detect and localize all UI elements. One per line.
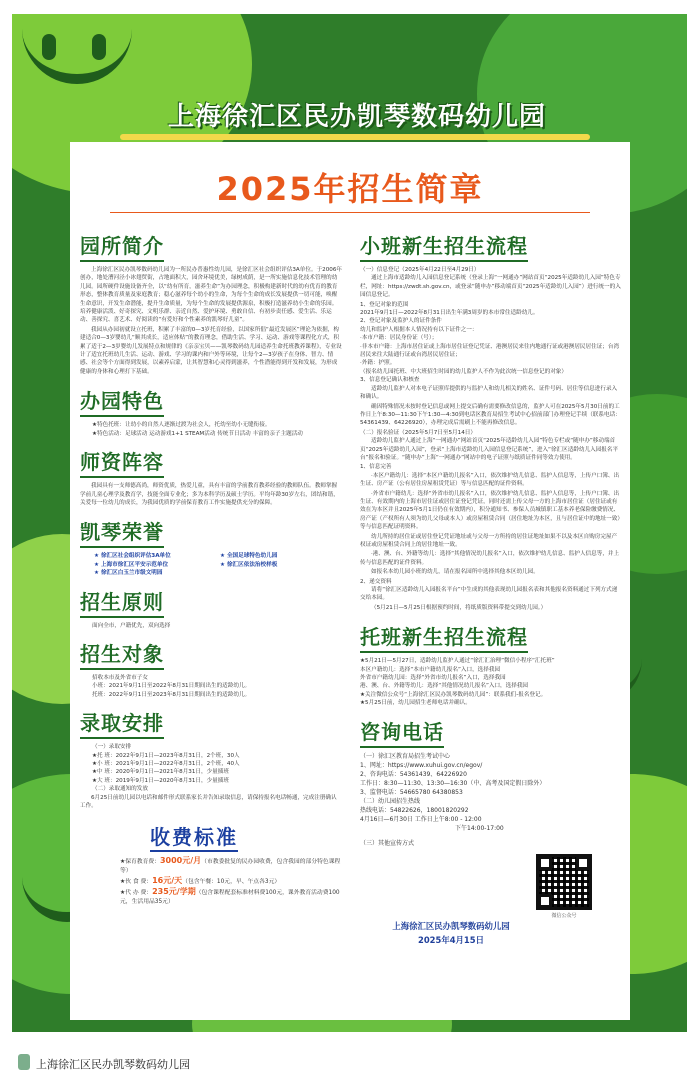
- fee-line-agency: [80, 887, 342, 907]
- title-divider: [110, 212, 590, 213]
- smile-eye-icon: [42, 34, 56, 60]
- nursery-line: 港、澳、台、外籍等幼儿：选择“其他情况幼儿报名”入口，选择我园: [360, 683, 529, 690]
- features-line: ★特色活动：足球活动 运动游戏1+1 STEAM活动 传统节日活动 丰富的亲子主题活动: [92, 430, 303, 437]
- footer-date: 2025年4月15日: [418, 935, 484, 945]
- fee-value: 3000元/月: [159, 856, 202, 866]
- honor-item: ★ 徐汇区依法治校样板: [220, 561, 278, 568]
- target-line: 招收本市及外省市子女: [92, 674, 148, 681]
- small-class-line: ·本市户籍：居民身份证（号）；: [360, 335, 438, 342]
- intro-paragraph: 上海徐汇区民办凯琴数码幼儿园为一所民办普惠性幼儿园，是徐汇区社会组织评估3A单位。于2006年创办，地处漕河泾小冰翅贸街，占地面积大，园舍环境优美，绿树成荫，是一所实施信息化技术管理的幼儿园。园所硬件设施设备齐全，以“幼有所育，滋养生命”为办园理念，积极构建新时代的幼有优育的教育形态，整体教育质量及家庭教育；稳心滋养每个幼小的生命，为每个生命的成长发展提供一切可能，唤醒生命意识，开发生命潜能，提升生命质量，为每个生命的发展提供源泉，积极打造滋养幼小生命的乐园。培养健康活泼、好奇探究、文明乐群、亲近自然、爱护环境、勇敢自信、有初步责任感、爱生活、乐运动、善探究、喜艺术、好阅读的“有爱好和个性素养的凯琴好儿童”。: [80, 267, 342, 324]
- small-class-line: 2、登记对象及监护人的证件条件: [360, 318, 442, 325]
- contact-heading: 咨询电话: [360, 716, 444, 748]
- enroll-line: ★中 班：2020年9月1日—2021年8月31日，少量插班: [92, 769, 229, 776]
- enroll-heading: 录取安排: [80, 707, 164, 739]
- small-class-line: （二）报名验证（2025年5月7日至5月14日）: [360, 429, 476, 436]
- target-line: 小班：2021年9月1日至2022年8月31日期间出生的适龄幼儿。: [92, 683, 251, 690]
- small-class-line: ·外省市户籍幼儿：选择“外省市幼儿报名”入口，依次维护幼儿信息、监护人信息等，上传户口簿、出生证、有效期内的上海市居住证或居住证登记凭证，同时还需上传父母一方的上海市居住证（居住证或有效在为本区并且2025年5月1日仍在有效期内），积分通知书、参保人员城镇职工基本养老保险缴费情况、房产证（产权所有人须为幼儿父母或本人）或房屋租赁合同（居住地址为本区，且与居住证中的地址一致）等与信息匹配证明资料。: [360, 490, 621, 531]
- small-class-line: 如报名本幼儿园小班的幼儿，请在报名园所中选择其他本区幼儿园。: [371, 569, 539, 576]
- enroll-line: ★小 班：2021年9月1日—2022年8月31日，2个班，40人: [92, 760, 240, 767]
- small-class-line: ·非本市户籍：上海市居住证或上海市居住证登记凭证、港澳居民来往内地通行证或港澳居民居住证；台湾居民来往大陆通行证或台湾居民居住证；: [360, 343, 620, 359]
- poster-background: [12, 14, 687, 1032]
- fee-value: 235元/学期: [152, 887, 196, 897]
- nursery-line: ★5月25日前，幼儿园招生老师电话并确认。: [360, 700, 471, 707]
- intro-heading: 园所简介: [80, 230, 164, 262]
- banner-title: 上海徐汇区民办凯琴数码幼儿园: [167, 102, 546, 132]
- nursery-line: 外省市户籍幼儿园：选择“外省市幼儿报名”入口，选择我园: [360, 675, 506, 682]
- nursery-heading: 托班新生招生流程: [360, 621, 528, 653]
- small-class-line: 幼儿所持的居住证或居住登记凭证地址或与父母一方所持的居住证地址如果不以及本区自购房完屋产权证或房屋租赁合同上的居住地址一致。: [360, 533, 618, 548]
- nursery-line: ★关注微信公众号“上海徐汇区民办凯琴数码幼儿园”：联系我们-报名登记。: [360, 691, 547, 698]
- small-class-line: 适龄幼儿监护人通过上海“一网通办”网站首页“2025年适龄幼儿入园”特色专栏或“随申办”移动端首页“2025年适龄幼儿入园”，登录“上海市适龄幼儿入园信息登记系统”，进入“徐汇区适龄幼儿入园报名平台”报名和验证。“随申办”上海“一网通办”网站中的电子证照与纸质证件同等效力使用。: [360, 438, 619, 461]
- qr-finder: [538, 894, 552, 908]
- left-column: [80, 222, 342, 907]
- small-class-line: 幼儿和监护人根据本人情况持有以下证件之一：: [360, 326, 478, 333]
- contact-phone: 2、咨询电话：54361439、64226920: [360, 770, 467, 778]
- fee-note: （包含午餐：10元，早、午点各3元）: [182, 879, 281, 886]
- small-class-line: 3、信息登记确认和核查: [360, 377, 420, 384]
- fee-note: （包含课程配套标准材料费100元，课外教育活动费100元，生活用品35元）: [120, 890, 340, 906]
- enroll-line: ★托 班：2022年9月1日—2023年8月31日，2个班，30人: [92, 752, 240, 759]
- target-heading: 招生对象: [80, 638, 164, 670]
- contact-phone: 热线电话：54822626，18001820292: [360, 806, 469, 814]
- fees-heading: 收费标准: [150, 821, 238, 852]
- image-caption: 上海徐汇区民办凯琴数码幼儿园: [36, 1058, 190, 1071]
- small-class-line: 通过上海市适龄幼儿入园信息登记系统（登录上海“一网通办”网站首页“2025年适龄幼儿入园”特色专栏，网址：https://zwdt.sh.gov.cn，或登录“随申办”移动端首页“2025年适龄幼儿入园”）进行统一的入园信息登记。: [360, 275, 621, 299]
- nursery-line: 本区户籍幼儿：选择“本市户籍幼儿报名”入口，选择我园: [360, 666, 501, 673]
- nursery-line: ★5月21日—5月27日，适龄幼儿监护人通过“徐汇汇治理”微信小程序“汇托班”: [360, 658, 555, 665]
- right-column: [360, 222, 622, 848]
- small-class-line: 确因特殊情况未按时登记信息或网上提交后确有需要修改信息的，监护人可在2025年5月30日前的工作日上午8:30—11:30下午1:30—4:30到电话区教育局招生考试中心招前部门办理登记手续（联系电话：54361439、64226920），办理完成后需刷上不能再修改信息。: [360, 403, 621, 427]
- small-class-line: 请将“徐汇区适龄幼儿入园报名平台”中生成的其他表现幼儿园报名表和其他报名资料通过下列方式递交给本园。: [360, 587, 618, 602]
- contact-line: 工作日：8:30—11:30、13:30—16:30（中、高考及国定假日除外）: [360, 779, 546, 787]
- honors-list: [94, 552, 342, 577]
- fee-label: ★伙 食 费：: [120, 879, 153, 886]
- small-class-line: 适龄幼儿监护人对本电子证照库提供的与监护人和幼儿相关的姓名、证件号码、居住等信息进行录入和确认。: [360, 385, 618, 401]
- principle-text: 面向全市，户籍优先，双向选择: [92, 622, 171, 629]
- enroll-line: 6月25日前幼儿园以电话和邮件形式联系家长并告知录取信息，请保持报名电话畅通，完成注册确认工作。: [80, 794, 337, 809]
- main-title: 2025年招生简章: [216, 170, 484, 208]
- contact-phone: 3、监督电话：54665780 64380853: [360, 788, 463, 796]
- small-class-heading: 小班新生招生流程: [360, 230, 528, 262]
- small-class-line: 1、信息完善: [360, 464, 392, 471]
- fee-label: ★保育教育费：: [120, 859, 160, 866]
- qr-code-icon: [536, 854, 592, 910]
- banner-underline: [120, 134, 590, 140]
- honor-item: ★ 上海市徐汇区平安示范单位: [94, 561, 169, 568]
- small-class-line: ·本区户籍幼儿：选择“本区户籍幼儿报名”入口，依次维护幼儿信息、监护人信息等，上传户口簿、出生证、房产证（公有居住房屋租赁凭证）等与信息匹配的证件资料。: [360, 472, 620, 488]
- small-class-line: 2、递交资料: [360, 578, 392, 585]
- fee-label: ★代 办 费：: [120, 890, 153, 897]
- small-class-line: 1、登记对象的范围: [360, 301, 409, 308]
- enroll-line: ★大 班：2019年9月1日—2020年8月31日，少量插班: [92, 777, 229, 784]
- contact-line: （三）其他宣传方式: [360, 839, 415, 847]
- honor-item: ★ 徐汇区白玉兰市级文明园: [94, 570, 163, 577]
- small-class-line: （5月21日—5月25日根据预约时间，将纸质版资料带提交到幼儿园。）: [371, 604, 547, 611]
- features-heading: 办园特色: [80, 385, 164, 417]
- target-line: 托班：2022年9月1日至2023年8月31日期间出生的适龄幼儿。: [92, 691, 251, 698]
- small-class-line: ·外籍：护照。: [360, 360, 396, 367]
- content-panel: [70, 142, 630, 1020]
- fee-line-tuition: [80, 856, 342, 876]
- fee-line-meals: [80, 876, 342, 887]
- fee-value: 16元/天: [152, 876, 183, 886]
- qr-finder: [576, 856, 590, 870]
- document-icon: [18, 1054, 30, 1070]
- staff-heading: 师资阵容: [80, 446, 164, 478]
- intro-paragraph: 我园从办园初就设立托班，积累了丰富的0—3岁托育经验，以国家所倡“最近发展区”理论为依据，构建适合0—3岁婴幼儿“顺其成长，适应体贴”的教育理念，借助生活、学习、运动、游戏等课程化方式，积累了适于2—3岁婴幼儿发展特点和规律的《亲亲宝贝——凯琴数码幼儿园适养生命托班教养课程》，专业设计了适宜托班幼儿生活、运动、游戏、学习的课内和户外等环境，让每个2—3岁孩子在身体、智力、情感、社会等个方面得到发展，以素养启蒙，让其智慧和心灵得到滋养，个性潜能得到开发和发展，为形成健康的身体和心理打下基础。: [80, 326, 342, 375]
- honor-item: ★ 徐汇区社会组织评估3A单位: [94, 553, 171, 560]
- features-line: ★特色托班：让幼小的自然人逐渐过渡为社会人，托幼至幼小无缝衔接。: [92, 422, 271, 429]
- contact-website[interactable]: 1、网址：https://www.xuhui.gov.cn/egov/: [360, 761, 483, 769]
- footer-school-name: 上海徐汇区民办凯琴数码幼儿园: [392, 921, 510, 931]
- enroll-line: （一）录取安排: [92, 744, 132, 751]
- enroll-line: （二）录取通知的发放: [92, 786, 148, 793]
- small-class-line: ·港、澳、台、外籍等幼儿：选择“其他情况幼儿报名”入口，依次维护幼儿信息、监护人信息等，并上传与信息匹配的证件资料。: [360, 551, 620, 566]
- small-class-line: 2021年9月1日—2022年8月31日出生年满3周岁的本市常住适龄幼儿。: [360, 310, 539, 317]
- qr-caption: 微信公众号: [551, 913, 577, 919]
- smile-eye-icon: [92, 34, 106, 60]
- qr-finder: [538, 856, 552, 870]
- contact-line: （一）徐汇区教育局招生考试中心: [360, 752, 451, 760]
- honors-heading: 凯琴荣誉: [80, 516, 164, 548]
- principle-heading: 招生原则: [80, 586, 164, 618]
- fee-note: （市教委批复的民办园收费，包含我园的部分特色课程等）: [120, 859, 341, 875]
- honor-item: ★ 全国足球特色幼儿园: [220, 553, 278, 560]
- staff-paragraph: 我园具有一支师德高尚，师资优质，热爱儿童，具有丰富的学前教育教养经验的教师队伍。教师掌握学前儿童心理学及教育学，技能全面专业化；多为本科学历及硕士学历。平均年龄30岁左右，团结和谐，关爱每一位幼儿的成长，为我园优质的学前保育教育工作实施提供充分的保障。: [80, 483, 339, 506]
- small-class-line: （报名幼儿园托班、中大班招生时园的幼儿监护人不作为此次统一信息登记的对象）: [360, 368, 567, 375]
- contact-line: 4月16日—6月30日 工作日上午8:00 - 12:00: [360, 815, 482, 823]
- small-class-line: （一）信息登记（2025年4月22日至4月29日）: [360, 267, 480, 273]
- contact-line: （二）幼儿园招生热线: [360, 797, 421, 805]
- contact-line: 下午14:00-17:00: [455, 824, 504, 832]
